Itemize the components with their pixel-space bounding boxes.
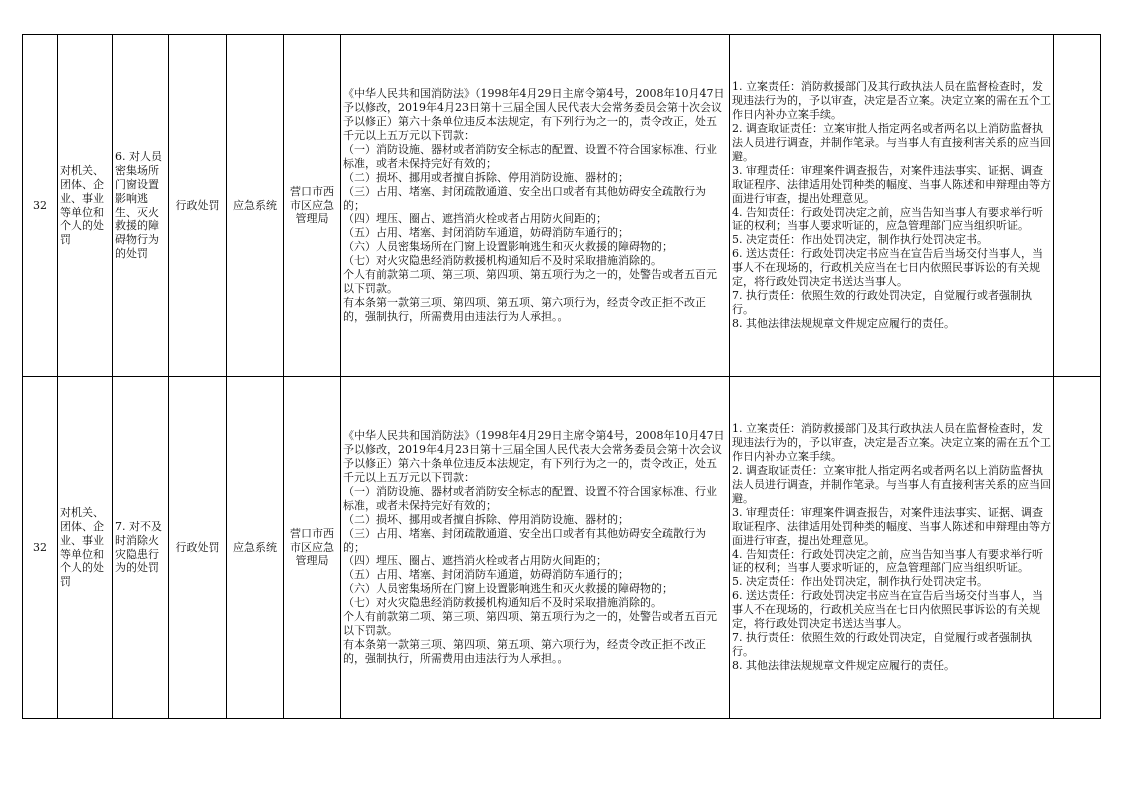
legal-basis-cell: [341, 35, 730, 377]
legal-basis-line: 有本条第一款第三项、第四项、第五项、第六项行为，经责令改正拒不改正的，强制执行，所需费用由违法行为人承担。。: [343, 295, 706, 323]
legal-basis-line: （六）人员密集场所在门窗上设置影响逃生和灭火救援的障碍物的；: [343, 240, 673, 254]
legal-basis-line: （三）占用、堵塞、封闭疏散通道、安全出口或者有其他妨碍安全疏散行为的；: [343, 184, 706, 212]
table-row: [23, 377, 1101, 719]
legal-basis-line: （五）占用、堵塞、封闭消防车通道，妨碍消防车通行的；: [343, 568, 629, 582]
responsibility-line: 2. 调查取证责任：立案审批人指定两名或者两名以上消防监督执法人员进行调查，并制作笔录。与当事人有直接利害关系的应当回避。: [732, 122, 1051, 163]
legal-basis-line: 个人有前款第二项、第三项、第四项、第五项行为之一的，处警告或者五百元以下罚款。: [343, 610, 717, 637]
legal-basis-line: （七）对火灾隐患经消防救援机构通知后不及时采取措施消除的。: [343, 254, 662, 268]
legal-basis-line: （五）占用、堵塞、封闭消防车通道，妨碍消防车通行的；: [343, 226, 629, 240]
legal-basis-line: （一）消防设施、器材或者消防安全标志的配置、设置不符合国家标准、行业标准，或者未保持完好有效的；: [343, 142, 717, 170]
category-cell: 行政处罚: [169, 377, 227, 719]
responsibility-line: 7. 执行责任：依照生效的行政处罚决定，自觉履行或者强制执行。: [732, 630, 1032, 658]
legal-basis-line: （二）损坏、挪用或者擅自拆除、停用消防设施、器材的；: [343, 170, 629, 184]
remarks-cell: [1054, 377, 1101, 719]
subject-cell: 对机关、团体、企业、事业等单位和个人的处罚: [58, 35, 113, 377]
responsibility-line: 4. 告知责任：行政处罚决定之前，应当告知当事人有要求举行听证的权利；当事人要求听证的，应急管理部门应当组织听证。: [732, 547, 1043, 575]
responsibility-line: 8. 其他法律法规规章文件规定应履行的责任。: [732, 316, 955, 330]
item-number: 32: [23, 35, 58, 377]
responsibility-line: 1. 立案责任：消防救援部门及其行政执法人员在监督检查时，发现违法行为的，予以审查，决定是否立案。决定立案的需在五个工作日内补办立案手续。: [732, 422, 1051, 464]
legal-basis-line: 《中华人民共和国消防法》（1998年4月29日主席令第4号，2008年10月47日予以修改，2019年4月23日第十三届全国人民代表大会常务委员会第十次会议予以修正）第六十条单位违反本法规定，有下列行为之一的，责令改正，处五千元以上五万元以下罚款：: [343, 87, 725, 143]
item-name-cell: 7. 对不及时消除火灾隐患行为的处罚: [113, 377, 169, 719]
responsibility-line: 8. 其他法律法规规章文件规定应履行的责任。: [732, 658, 955, 672]
legal-basis-line: （七）对火灾隐患经消防救援机构通知后不及时采取措施消除的。: [343, 596, 662, 610]
subject-cell: 对机关、团体、企业、事业等单位和个人的处罚: [58, 377, 113, 719]
system-cell: 应急系统: [227, 35, 284, 377]
responsibility-line: 3. 审理责任：审理案件调查报告，对案件违法事实、证据、调查取证程序、法律适用处罚种类的幅度、当事人陈述和申辩理由等方面进行审查，提出处理意见。: [732, 163, 1051, 205]
table-row: [23, 35, 1101, 377]
legal-basis-line: （六）人员密集场所在门窗上设置影响逃生和灭火救援的障碍物的；: [343, 582, 673, 596]
responsibility-line: 1. 立案责任：消防救援部门及其行政执法人员在监督检查时，发现违法行为的，予以审查，决定是否立案。决定立案的需在五个工作日内补办立案手续。: [732, 80, 1051, 122]
department-cell: 营口市西市区应急管理局: [284, 35, 341, 377]
item-name-cell: 6. 对人员密集场所门窗设置影响逃生、灭火救援的障碍物行为的处罚: [113, 35, 169, 377]
legal-basis-line: 个人有前款第二项、第三项、第四项、第五项行为之一的，处警告或者五百元以下罚款。: [343, 268, 717, 295]
legal-basis-line: （四）埋压、圈占、遮挡消火栓或者占用防火间距的；: [343, 212, 607, 226]
legal-basis-line: 有本条第一款第三项、第四项、第五项、第六项行为，经责令改正拒不改正的，强制执行，所需费用由违法行为人承担。。: [343, 637, 706, 665]
responsibility-line: 5. 决定责任：作出处罚决定，制作执行处罚决定书。: [732, 233, 988, 247]
legal-basis-line: （四）埋压、圈占、遮挡消火栓或者占用防火间距的；: [343, 554, 607, 568]
responsibility-cell: [730, 377, 1054, 719]
legal-basis-line: 《中华人民共和国消防法》（1998年4月29日主席令第4号，2008年10月47日予以修改，2019年4月23日第十三届全国人民代表大会常务委员会第十次会议予以修正）第六十条单位违反本法规定，有下列行为之一的，责令改正，处五千元以上五万元以下罚款：: [343, 429, 725, 485]
responsibility-line: 2. 调查取证责任：立案审批人指定两名或者两名以上消防监督执法人员进行调查，并制作笔录。与当事人有直接利害关系的应当回避。: [732, 464, 1051, 505]
remarks-cell: [1054, 35, 1101, 377]
department-cell: 营口市西市区应急管理局: [284, 377, 341, 719]
responsibility-line: 5. 决定责任：作出处罚决定，制作执行处罚决定书。: [732, 575, 988, 589]
responsibility-cell: [730, 35, 1054, 377]
power-list-table: [22, 34, 1101, 719]
responsibility-line: 6. 送达责任：行政处罚决定书应当在宣告后当场交付当事人，当事人不在现场的，行政机关应当在七日内依照民事诉讼的有关规定，将行政处罚决定书送达当事人。: [732, 247, 1043, 289]
responsibility-line: 3. 审理责任：审理案件调查报告，对案件违法事实、证据、调查取证程序、法律适用处罚种类的幅度、当事人陈述和申辩理由等方面进行审查，提出处理意见。: [732, 505, 1051, 547]
responsibility-line: 4. 告知责任：行政处罚决定之前，应当告知当事人有要求举行听证的权利；当事人要求听证的，应急管理部门应当组织听证。: [732, 205, 1043, 233]
responsibility-line: 7. 执行责任：依照生效的行政处罚决定，自觉履行或者强制执行。: [732, 288, 1032, 316]
legal-basis-line: （三）占用、堵塞、封闭疏散通道、安全出口或者有其他妨碍安全疏散行为的；: [343, 526, 706, 554]
item-number: 32: [23, 377, 58, 719]
legal-basis-line: （一）消防设施、器材或者消防安全标志的配置、设置不符合国家标准、行业标准，或者未保持完好有效的；: [343, 484, 717, 512]
system-cell: 应急系统: [227, 377, 284, 719]
category-cell: 行政处罚: [169, 35, 227, 377]
legal-basis-cell: [341, 377, 730, 719]
legal-basis-line: （二）损坏、挪用或者擅自拆除、停用消防设施、器材的；: [343, 512, 629, 526]
responsibility-line: 6. 送达责任：行政处罚决定书应当在宣告后当场交付当事人，当事人不在现场的，行政机关应当在七日内依照民事诉讼的有关规定，将行政处罚决定书送达当事人。: [732, 589, 1043, 631]
